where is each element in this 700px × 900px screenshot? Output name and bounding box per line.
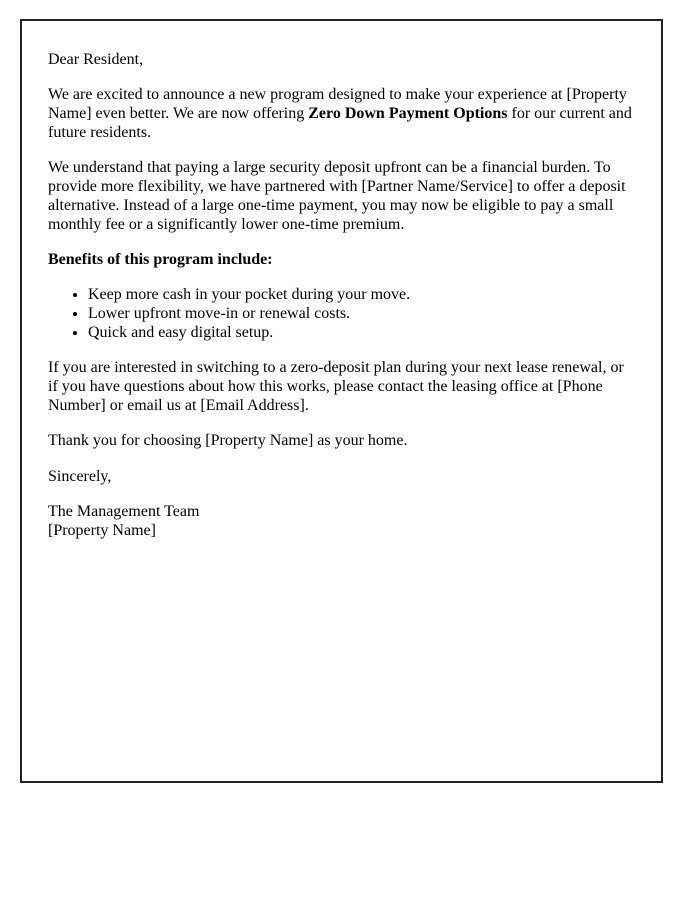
list-item: • Quick and easy digital setup. bbox=[88, 323, 635, 342]
list-item: • Lower upfront move-in or renewal costs. bbox=[88, 304, 635, 323]
signature-block bbox=[48, 502, 635, 540]
intro-paragraph bbox=[48, 85, 635, 142]
signature-property: [Property Name] bbox=[48, 521, 156, 539]
intro-text-start: We are excited to announce a new program designed to make your experience at [Property Name] even better. We are now offering bbox=[48, 86, 627, 123]
salutation: Dear Resident, bbox=[48, 51, 144, 68]
signature-team: The Management Team bbox=[48, 502, 200, 520]
benefits-list bbox=[48, 285, 635, 342]
contact-paragraph: If you are interested in switching to a zero-deposit plan during your next lease renewal, or if you have questions about how this works, please contact the leasing office at [Phone Number] or email us at [Email Address]. bbox=[48, 359, 624, 415]
benefits-heading-text: Benefits of this program include: bbox=[48, 251, 273, 269]
closing: Sincerely, bbox=[48, 467, 112, 485]
letter-container bbox=[20, 19, 663, 783]
thanks-paragraph: Thank you for choosing [Property Name] as your home. bbox=[48, 432, 408, 450]
details-paragraph: We understand that paying a large security deposit upfront can be a financial burden. To provide more flexibility, we have partnered with [Partner Name/Service] to offer a deposit alternative. Instead of a large one-time payment, you may now be eligible to pay a small monthly fee or a significantly lower one-time premium. bbox=[48, 159, 626, 234]
benefits-heading bbox=[48, 250, 635, 269]
intro-text-end: for our current and future residents. bbox=[48, 105, 632, 142]
list-item: • Keep more cash in your pocket during your move. bbox=[88, 285, 635, 304]
program-name-bold: Zero Down Payment Options bbox=[308, 105, 508, 123]
